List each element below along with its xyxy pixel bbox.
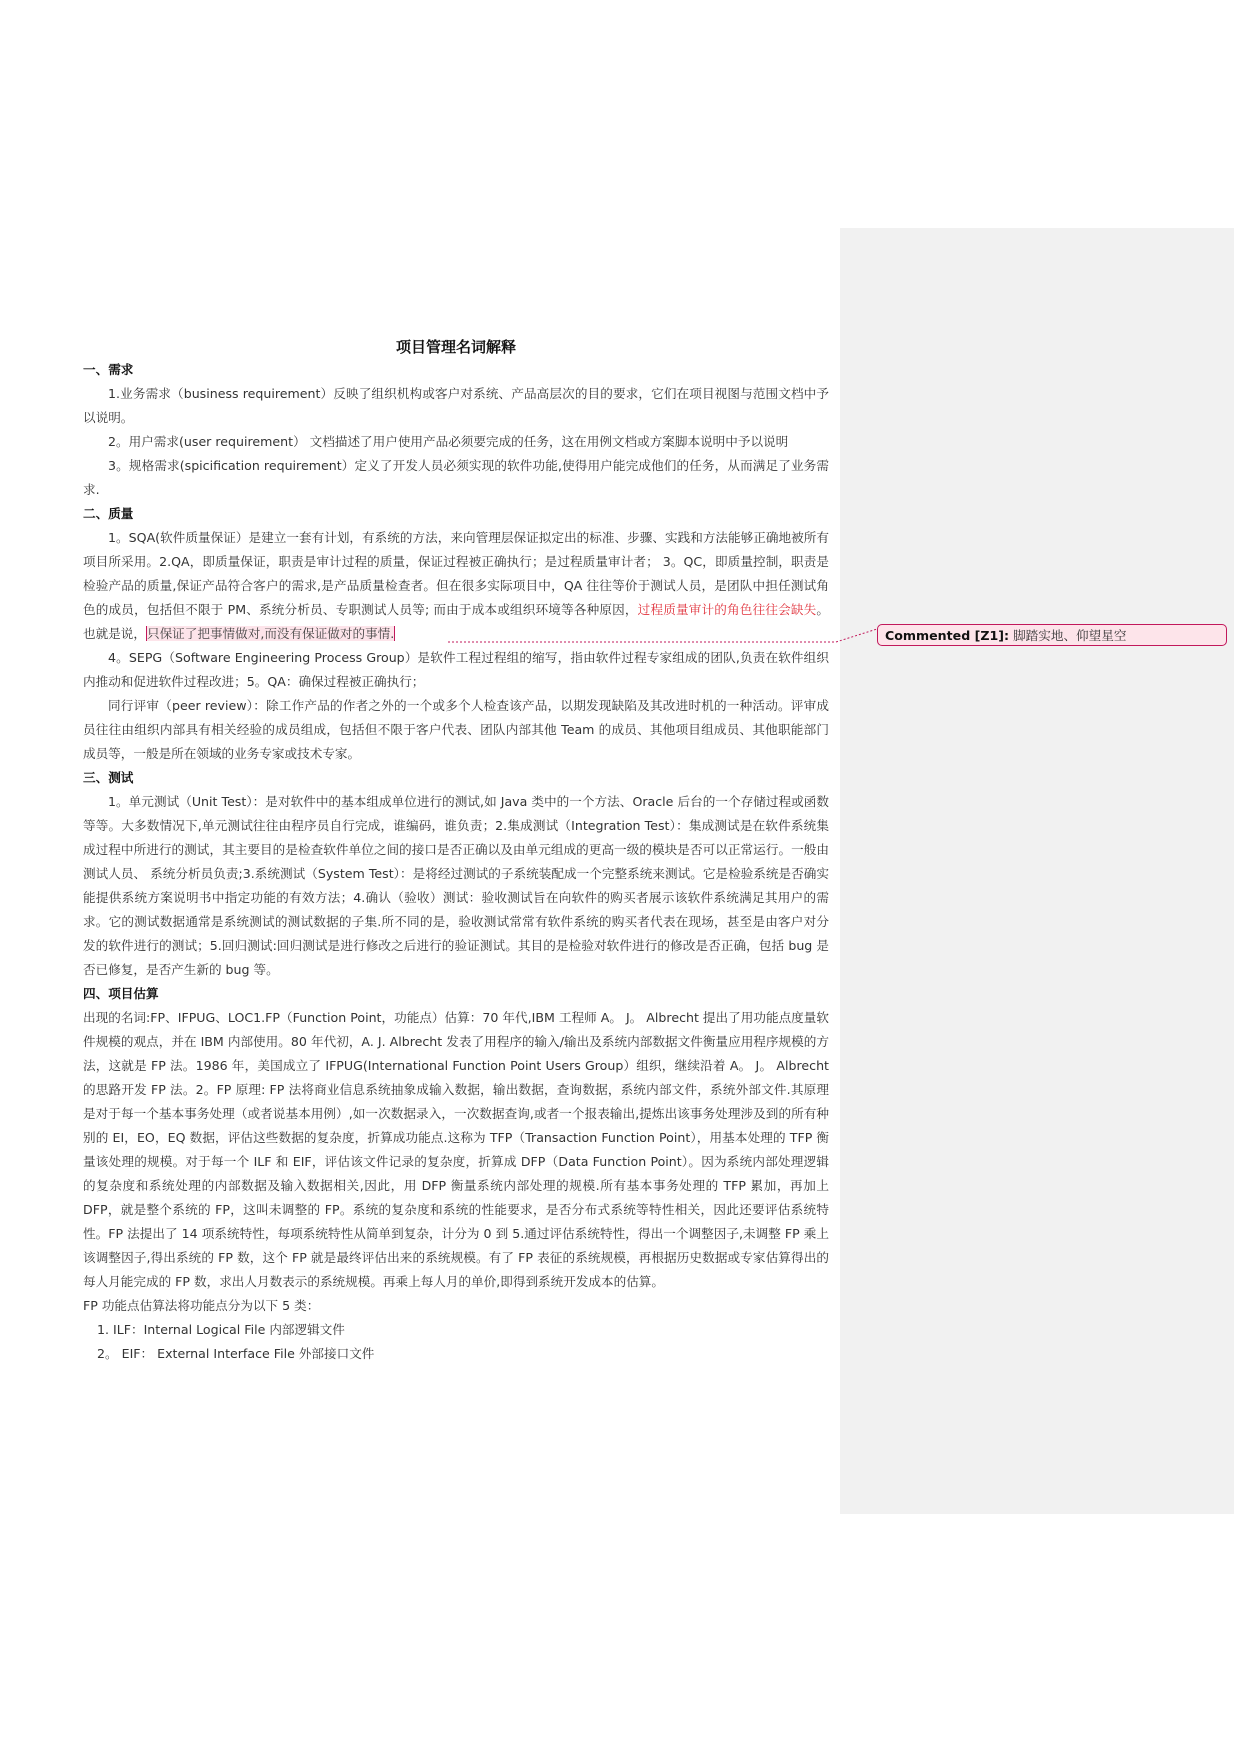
- highlighted-red-text: 过程质量审计的角色往往会缺失: [637, 602, 817, 617]
- comment-balloon[interactable]: [877, 624, 1227, 646]
- comment-author-label: Commented [Z1]:: [885, 628, 1010, 643]
- commented-text-range[interactable]: 只保证了把事情做对,而没有保证做对的事情.: [146, 626, 395, 641]
- paragraph-sepg: 4。SEPG（Software Engineering Process Group）是软件工程过程组的缩写，指由软件过程专家组成的团队,负责在软件组织内推动和促进软件过程改进；5。QA：确保过程被正确执行；: [83, 650, 829, 689]
- paragraph-testing: 1。单元测试（Unit Test）：是对软件中的基本组成单位进行的测试,如 Java 类中的一个方法、Oracle 后台的一个存储过程或函数等等。大多数情况下,单元测试往往由程序员自行完成，谁编码，谁负责；2.集成测试（Integration Test）：集成测试是在软件系统集成过程中所进行的测试，其主要目的是检查软件单位之间的接口是否正确以及由单元组成的更高一级的模块是否可以正常运行。一般由测试人员、 系统分析员负责;3.系统测试（System Test）：是将经过测试的子系统装配成一个完整系统来测试。它是检验系统是否确实能提供系统方案说明书中指定功能的有效方法；4.确认（验收）测试：验收测试旨在向软件的购买者展示该软件系统满足其用户的需求。它的测试数据通常是系统测试的测试数据的子集.所不同的是，验收测试常常有软件系统的购买者代表在现场，甚至是由客户对分发的软件进行的测试；5.回归测试:回归测试是进行修改之后进行的验证测试。其目的是检验对软件进行的修改是否正确，包括 bug 是否已修复，是否产生新的 bug 等。: [83, 794, 829, 977]
- list-item-eif: 2。 EIF： External Interface File 外部接口文件: [97, 1346, 375, 1361]
- paragraph-fp-categories: FP 功能点估算法将功能点分为以下 5 类：: [83, 1298, 320, 1313]
- page-title: 项目管理名词解释: [395, 338, 516, 356]
- heading-estimation: 四、项目估算: [83, 986, 159, 1001]
- paragraph-function-point: 出现的名词:FP、IFPUG、LOC1.FP（Function Point，功能点）估算：70 年代,IBM 工程师 A。 J。 Albrecht 提出了用功能点度量软件规模的观点，并在 IBM 内部使用。80 年代初，A. J. Albrecht 发表了用程序的输入/输出及系统内部数据文件衡量应用程序规模的方法，这就是 FP 法。1986 年，美国成立了 IFPUG(International Function Point Users Group）组织，继续沿着 A。 J。 Albrecht 的思路开发 FP 法。2。FP 原理: FP 法将商业信息系统抽象成输入数据，输出数据，查询数据，系统内部文件，系统外部文件.其原理是对于每一个基本事务处理（或者说基本用例）,如一次数据录入，一次数据查询,或者一个报表输出,提炼出该事务处理涉及到的所有种别的 EI，EO，EQ 数据，评估这些数据的复杂度，折算成功能点.这称为 TFP（Transaction Function Point），用基本处理的 TFP 衡量该处理的规模。对于每一个 ILF 和 EIF，评估该文件记录的复杂度，折算成 DFP（Data Function Point）。因为系统内部处理逻辑的复杂度和系统处理的内部数据及输入数据相关,因此，用 DFP 衡量系统内部处理的规模.所有基本事务处理的 TFP 累加，再加上 DFP，就是整个系统的 FP，这叫未调整的 FP。系统的复杂度和系统的性能要求，是否分布式系统等特性相关，因此还要评估系统特性。FP 法提出了 14 项系统特性，每项系统特性从简单到复杂，计分为 0 到 5.通过评估系统特性，得出一个调整因子,未调整 FP 乘上该调整因子,得出系统的 FP 数，这个 FP 就是最终评估出来的系统规模。有了 FP 表征的系统规模，再根据历史数据或专家估算得出的每人月能完成的 FP 数，求出人月数表示的系统规模。再乘上每人月的单价,即得到系统开发成本的估算。: [83, 1010, 829, 1289]
- paragraph-peer-review: 同行评审（peer review）：除工作产品的作者之外的一个或多个人检查该产品，以期发现缺陷及其改进时机的一种活动。评审成员往往由组织内部具有相关经验的成员组成，包括但不限于客户代表、团队内部其他 Team 的成员、其他项目组成员、其他职能部门成员等，一般是所在领域的业务专家或技术专家。: [83, 698, 829, 761]
- paragraph-spec-requirement: 3。规格需求(spicification requirement）定义了开发人员必须实现的软件功能,使得用户能完成他们的任务，从而满足了业务需求.: [83, 458, 829, 497]
- paragraph-business-requirement: 1.业务需求（business requirement）反映了组织机构或客户对系统、产品高层次的目的要求，它们在项目视图与范围文档中予以说明。: [83, 386, 829, 425]
- heading-testing: 三、测试: [83, 770, 134, 785]
- paragraph-sqa: [83, 526, 829, 646]
- paragraph-user-requirement: 2。用户需求(user requirement） 文档描述了用户使用产品必须要完成的任务，这在用例文档或方案脚本说明中予以说明: [108, 434, 789, 449]
- list-item-ilf: 1. ILF：Internal Logical File 内部逻辑文件: [97, 1322, 345, 1337]
- heading-requirements: 一、需求: [83, 362, 134, 377]
- heading-quality: 二、质量: [83, 506, 134, 521]
- document-body: [83, 334, 829, 1366]
- sqa-text: 1。SQA(软件质量保证）是建立一套有计划，有系统的方法，来向管理层保证拟定出的标准、步骤、实践和方法能够正确地被所有项目所采用。2.QA，即质量保证，职责是审计过程的质量，保证过程被正确执行；是过程质量审计者； 3。QC，即质量控制，职责是检验产品的质量,保证产品符合客户的需求,是产品质量检查者。但在很多实际项目中，QA 往往等价于测试人员，是团队中担任测试角色的成员，包括但不限于 PM、系统分析员、专职测试人员等; 而由于成本或组织环境等各种原因，: [83, 530, 829, 617]
- sqa-text-continued: 。也就是说，: [83, 602, 829, 641]
- comment-text: 脚踏实地、仰望星空: [1013, 628, 1127, 643]
